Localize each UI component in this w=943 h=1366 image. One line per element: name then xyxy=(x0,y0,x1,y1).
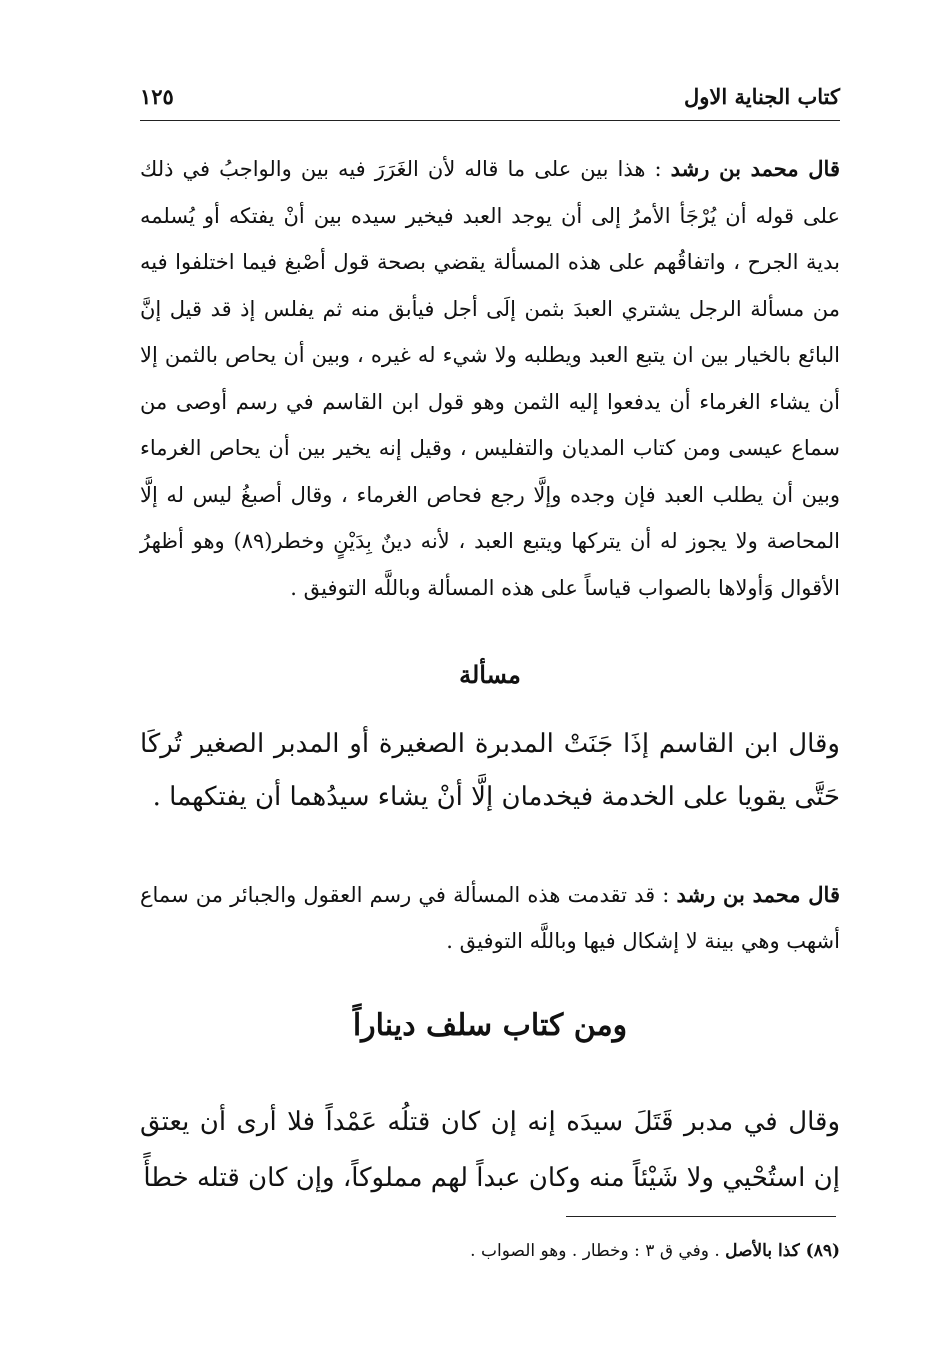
footnote-rule xyxy=(566,1216,836,1217)
paragraph-ibn-al-qasim xyxy=(140,718,840,824)
book-title: كتاب الجناية الاول xyxy=(684,83,840,109)
paragraph-text: وقال ابن القاسم إذَا جَنَتْ المدبرة الصغيرة أو المدبر الصغير تُركَا حَتَّى يقويا على الخدمة فيخدمان إلَّا أنْ يشاء سيدُهما أن يفتكهما . xyxy=(140,729,840,812)
chapter-heading: ومن كتاب سلف ديناراً xyxy=(352,1008,628,1043)
paragraph-ibn-rushd-commentary-2 xyxy=(140,872,840,964)
section-heading-masala: مسألة xyxy=(459,660,521,689)
speaker-label: قال محمد بن رشد xyxy=(676,882,840,907)
page-number: ١٢٥ xyxy=(140,83,174,109)
paragraph-mudabbar xyxy=(140,1094,840,1206)
footnote-marker: (٨٩) كذا بالأصل xyxy=(725,1241,840,1261)
paragraph-text: : هذا بين على ما قاله لأن الغَرَرَ فيه بين والواجبُ في ذلك على قوله أن يُرْجَأ الأمرُ إلى أن يوجد العبد فيخير سيده بين أنْ يفتكه أو يُسلمه بدية الجرح ، واتفاقُهم على هذه المسألة يقضي بصحة قول أصْبغ فيما اختلفوا فيه من مسألة الرجل يشتري العبدَ بثمن إلَى أجل فيأبق منه ثم يفلس إذ قد قيل إنَّ البائع بالخيار بين ان يتبع العبد ويطلبه ولا شيء له غيره ، وبين أن يحاص بالثمن إلا أن يشاء الغرماء أن يدفعوا إليه الثمن وهو قول ابن القاسم في رسم أوصى من سماع عيسى ومن كتاب المديان والتفليس ، وقيل إنه يخير بين أن يحاص الغرماء وبين أن يطلب العبد فإن وجده وإلَّا رجع فحاص الغرماء ، وقال أصبغُ ليس له إلَّا المحاصة ولا يجوز له أن يتركها ويتبع العبد ، لأنه دينٌ بِدَيْنٍ وخطر(٨٩) وهو أظهرُ الأقوال وَأولاها بالصواب قياساً على هذه المسألة وباللَّه التوفيق . xyxy=(140,157,840,600)
footnote xyxy=(340,1238,840,1264)
running-header xyxy=(140,78,840,114)
speaker-label: قال محمد بن رشد xyxy=(670,156,840,181)
paragraph-text: : قد تقدمت هذه المسألة في رسم العقول والجبائر من سماع أشهب وهي بينة لا إشكال فيها وباللَّه التوفيق . xyxy=(140,883,840,953)
footnote-text: . وفي ق ٣ : وخطار . وهو الصواب . xyxy=(470,1241,720,1261)
paragraph-ibn-rushd-commentary-1 xyxy=(140,146,840,611)
paragraph-text: وقال في مدبر قَتَلَ سيدَه إنه إن كان قتلُه عَمْداً فلا أرى أن يعتق إن استُحْيي ولا شَيْئاً منه وكان عبداً لهم مملوكاً، وإن كان قتله خطأً xyxy=(140,1107,840,1193)
header-rule xyxy=(140,120,840,121)
